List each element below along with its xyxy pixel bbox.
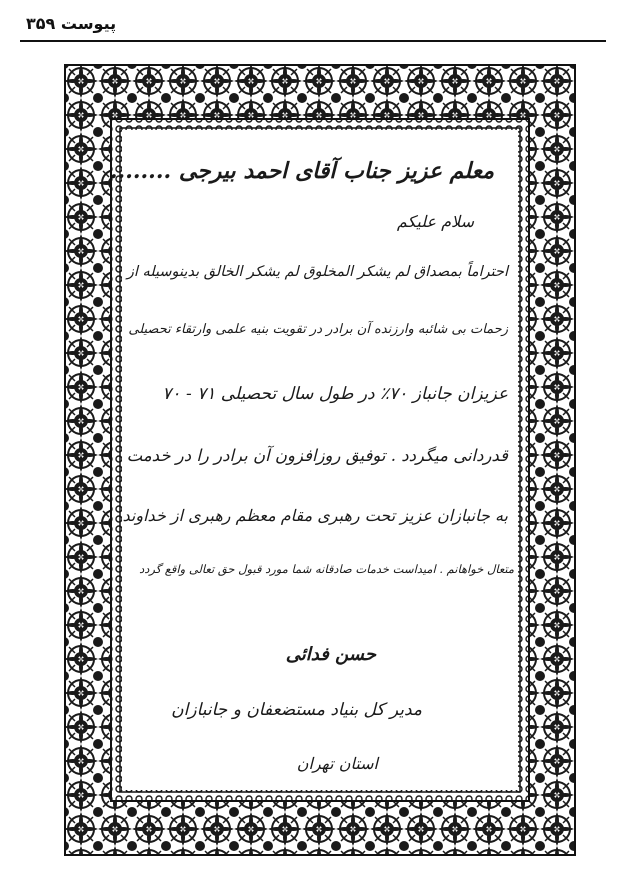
running-head bbox=[20, 8, 606, 42]
body-line: احتراماً بمصداق لم یشکر المخلوق لم یشکر الخالق بدینوسیله از bbox=[126, 264, 508, 280]
body-line: قدردانی میگردد . توفیق روزافزون آن برادر را در خدمت bbox=[126, 446, 508, 465]
running-head-title bbox=[20, 14, 116, 33]
signatory-province: استان تهران bbox=[296, 754, 378, 773]
page-number: ۳۵۹ bbox=[26, 14, 56, 33]
letter-body bbox=[109, 130, 518, 790]
body-line: متعال خواهانم . امیداست خدمات صادقانه شما مورد قبول حق تعالی واقع گردد bbox=[139, 562, 514, 576]
appendix-label: پیوست bbox=[60, 14, 117, 33]
signatory-title: مدیر کل بنیاد مستضعفان و جانبازان bbox=[171, 700, 422, 720]
signatory-name: حسن فدائی bbox=[285, 644, 376, 665]
greeting: سلام علیکم bbox=[396, 212, 474, 231]
certificate-frame bbox=[64, 64, 576, 856]
recipient-line: معلم عزیز جناب آقای احمد بیرجی ........ bbox=[109, 158, 494, 184]
body-line: به جانبازان عزیز تحت رهبری مقام معظم رهبری از خداوند bbox=[122, 506, 508, 525]
body-line: عزیزان جانباز ۷۰٪ در طول سال تحصیلی ۷۱ - ۷۰ bbox=[162, 384, 508, 404]
body-line: زحمات بی شائبه وارزنده آن برادر در تقویت بنیه علمی وارتقاء تحصیلی bbox=[128, 322, 508, 337]
